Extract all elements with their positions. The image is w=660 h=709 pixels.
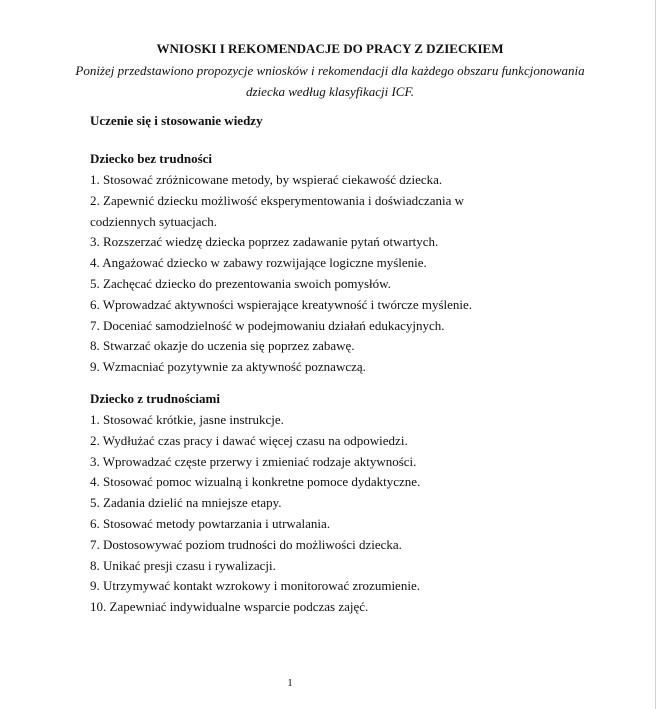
document-title: WNIOSKI I REKOMENDACJE DO PRACY Z DZIECKIEM	[156, 41, 504, 56]
list-item: 2. Wydłużać czas pracy i dawać więcej czasu na odpowiedzi.	[90, 432, 408, 448]
list-item: 3. Rozszerzać wiedzę dziecka poprzez zadawanie pytań otwartych.	[90, 234, 439, 250]
group-with-difficulties	[90, 390, 530, 618]
page-edge-divider	[655, 0, 656, 709]
list-item: 10. Zapewniać indywidualne wsparcie podczas zajęć.	[90, 599, 369, 615]
document-subtitle: Poniżej przedstawiono propozycje wniosków i rekomendacji dla każdego obszaru funkcjonowania dziecka według klasyfikacji ICF.	[75, 63, 585, 99]
list-item: 1. Stosować krótkie, jasne instrukcje.	[90, 411, 284, 427]
list-item: 6. Wprowadzać aktywności wspierające kreatywność i twórcze myślenie.	[90, 296, 473, 312]
list-item: 4. Angażować dziecko w zabawy rozwijające logiczne myślenie.	[90, 255, 427, 271]
list-item: 8. Stwarzać okazje do uczenia się poprzez zabawę.	[90, 338, 355, 354]
list-item: 7. Doceniać samodzielność w podejmowaniu działań edukacyjnych.	[90, 317, 445, 333]
recommendation-list	[90, 170, 530, 378]
list-item: 9. Utrzymywać kontakt wzrokowy i monitorować zrozumienie.	[90, 578, 420, 594]
group-heading: Dziecko z trudnościami	[90, 390, 220, 406]
list-item: 5. Zachęcać dziecko do prezentowania swoich pomysłów.	[90, 275, 391, 291]
list-item: 7. Dostosowywać poziom trudności do możliwości dziecka.	[90, 536, 402, 552]
page-number: 1	[287, 677, 293, 689]
list-item: 4. Stosować pomoc wizualną i konkretne pomoce dydaktyczne.	[90, 474, 421, 490]
group-heading: Dziecko bez trudności	[90, 151, 213, 166]
group-no-difficulties	[90, 150, 530, 378]
recommendation-list	[90, 410, 530, 618]
section-heading: Uczenie się i stosowanie wiedzy	[90, 113, 263, 128]
list-item: 1. Stosować zróżnicowane metody, by wspierać ciekawość dziecka.	[90, 172, 443, 187]
list-item: 6. Stosować metody powtarzania i utrwalania.	[90, 515, 331, 531]
list-item: 3. Wprowadzać częste przerwy i zmieniać rodzaje aktywności.	[90, 453, 417, 469]
list-item: 9. Wzmacniać pozytywnie za aktywność poznawczą.	[90, 359, 366, 375]
document-body	[90, 112, 530, 630]
list-item: 5. Zadania dzielić na mniejsze etapy.	[90, 495, 282, 511]
list-item: 8. Unikać presji czasu i rywalizacji.	[90, 557, 276, 573]
list-item: 2. Zapewnić dziecku możliwość eksperymentowania i doświadczania w codziennych sytuacjach.	[90, 192, 464, 229]
